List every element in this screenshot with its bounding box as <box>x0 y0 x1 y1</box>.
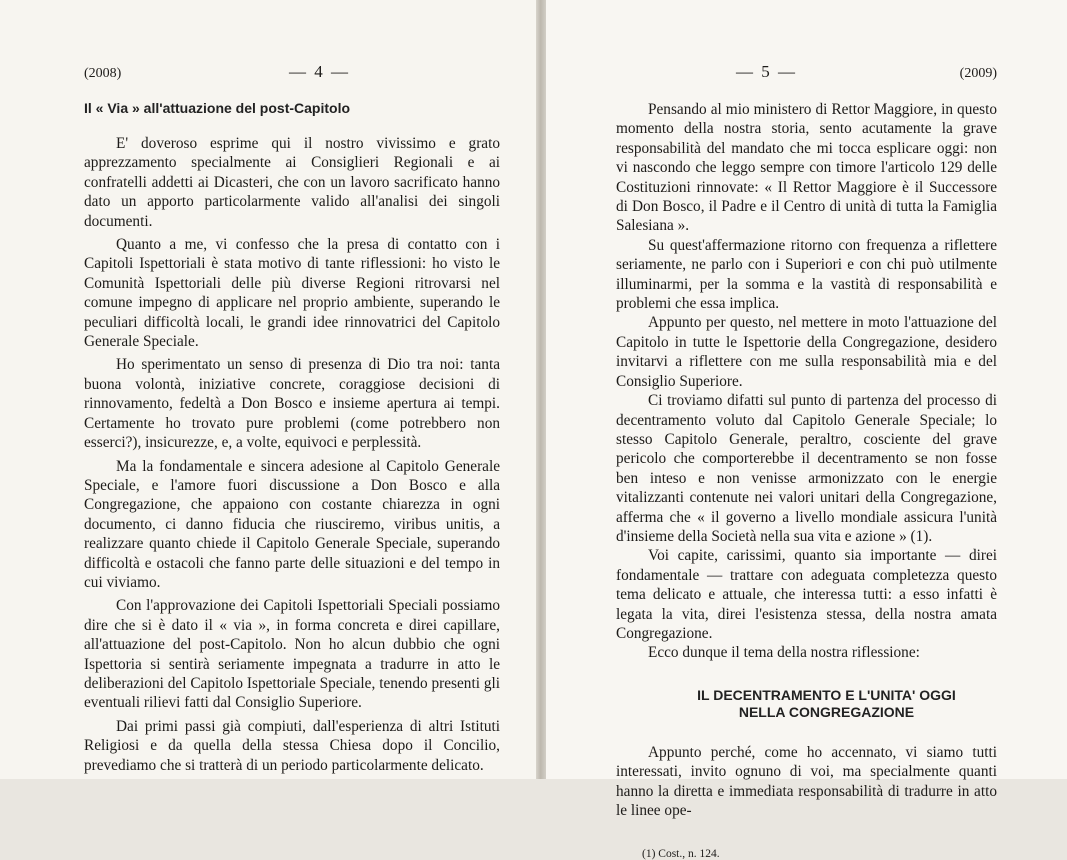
left-page-header <box>84 62 500 82</box>
section-title-line-1: IL DECENTRAMENTO E L'UNITA' OGGI <box>697 686 956 703</box>
right-page <box>540 0 1067 860</box>
right-paragraph-4: Ci troviamo difatti sul punto di partenza del processo di decentramento voluto dal Capitolo Generale Speciale; lo stesso Capitolo Generale, peraltro, cosciente del grave pericolo che comporterebbe il decentramento se non fosse ben inteso e non venisse armonizzato con le energie vitalizzanti contenute nei valori unitari della Congregazione, afferma che « il governo a livello mondiale assicura l'unità d'insieme della Società nella sua vita e azione » (1). <box>616 392 997 545</box>
left-paragraph-5: Con l'approvazione dei Capitoli Ispettoriali Speciali possiamo dire che si è dato il « via », in forma concreta e direi capillare, all'attuazione del post-Capitolo. Non ho alcun dubbio che ogni Ispettoria si sentirà seriamente impegnata a tradurre in atto le deliberazioni del Capitolo Ispettoriale Speciale, tenendo presenti gli eventuali rilievi fatti dal Consiglio Superiore. <box>84 597 500 712</box>
right-page-header <box>616 62 997 82</box>
book-gutter <box>536 0 546 779</box>
left-paragraph-2: Quanto a me, vi confesso che la presa di contatto con i Capitoli Ispettoriali è stata motivo di tante riflessioni: ho visto le Comunità Ispettoriali delle più diverse Regioni ritrovarsi nel comune impegno di applicare nel proprio ambiente, superando le peculiari difficoltà locali, le grandi idee rinnovatrici del Capitolo Generale Speciale. <box>84 236 500 351</box>
chapter-heading: Il « Via » all'attuazione del post-Capitolo <box>84 100 351 116</box>
right-paragraph-5: Voi capite, carissimi, quanto sia importante — direi fondamentale — trattare con adeguata completezza questo tema delicato e attuale, che interessa tutti: a esso infatti è legata la vita, direi l'esistenza stessa, della nostra amata Congregazione. <box>616 547 997 642</box>
left-paragraph-4: Ma la fondamentale e sincera adesione al Capitolo Generale Speciale, e l'amore fuori discussione a Don Bosco e alla Congregazione, che appaiono con costante chiarezza in ogni documento, ci danno fiducia che riusciremo, viribus unitis, a realizzare quanto chiede il Capitolo Generale Speciale, superando difficoltà e ostacoli che fanno parte delle situazioni e del tempo in cui viviamo. <box>84 457 500 591</box>
section-title <box>616 687 997 721</box>
right-page-number: — 5 — <box>736 62 797 81</box>
section-title-line-2: NELLA CONGREGAZIONE <box>738 703 915 720</box>
left-paragraph-1: E' doveroso esprime qui il nostro vivissimo e grato apprezzamento specialmente ai Consiglieri Regionali e ai confratelli addetti ai Dicasteri, che con un lavoro sacrificato hanno dato un apporto particolarmente valido all'analisi dei singoli documenti. <box>84 135 500 230</box>
right-paragraph-3: Appunto per questo, nel mettere in moto l'attuazione del Capitolo in tutte le Ispettorie della Congregazione, desidero invitarvi a riflettere con me sulla responsabilità mia e del Consiglio Superiore. <box>616 314 997 390</box>
left-page <box>0 0 540 779</box>
right-year: (2009) <box>959 66 997 81</box>
footnote: (1) Cost., n. 124. <box>642 848 720 860</box>
right-paragraph-1: Pensando al mio ministero di Rettor Maggiore, in questo momento della nostra storia, sento acutamente la grave responsabilità del mandato che mi tocca esplicare oggi: non vi nascondo che leggo sempre con timore l'articolo 129 delle Costituzioni rinnovate: « Il Rettor Maggiore è il Successore di Don Bosco, il Padre e il Centro di unità di tutta la Famiglia Salesiana ». <box>616 101 997 235</box>
left-page-number: — 4 — <box>289 62 350 81</box>
right-paragraph-2: Su quest'affermazione ritorno con frequenza a riflettere seriamente, ne parlo con i Superiori e con chi può utilmente illuminarmi, per la somma e la vastità di responsabilità e problemi che essa implica. <box>616 236 997 313</box>
left-year: (2008) <box>84 66 122 81</box>
right-paragraph-after: Appunto perché, come ho accennato, vi siamo tutti interessati, invito ognuno di voi, ma specialmente quanti hanno la diretta e immediata responsabilità di tradurre in atto le linee ope- <box>616 743 997 819</box>
right-paragraph-6: Ecco dunque il tema della nostra riflessione: <box>648 644 920 662</box>
left-paragraph-6: Dai primi passi già compiuti, dall'esperienza di altri Istituti Religiosi e da quella della stessa Chiesa dopo il Concilio, prevediamo che si tratterà di un periodo particolarmente delicato. <box>84 717 500 774</box>
left-paragraph-3: Ho sperimentato un senso di presenza di Dio tra noi: tanta buona volontà, iniziative concrete, coraggiose decisioni di rinnovamento, fedeltà a Don Bosco e insieme apertura ai tempi. Certamente ho trovato pure problemi (come potrebbero non esserci?), insicurezze, e, a volte, equivoci e perplessità. <box>84 356 500 452</box>
